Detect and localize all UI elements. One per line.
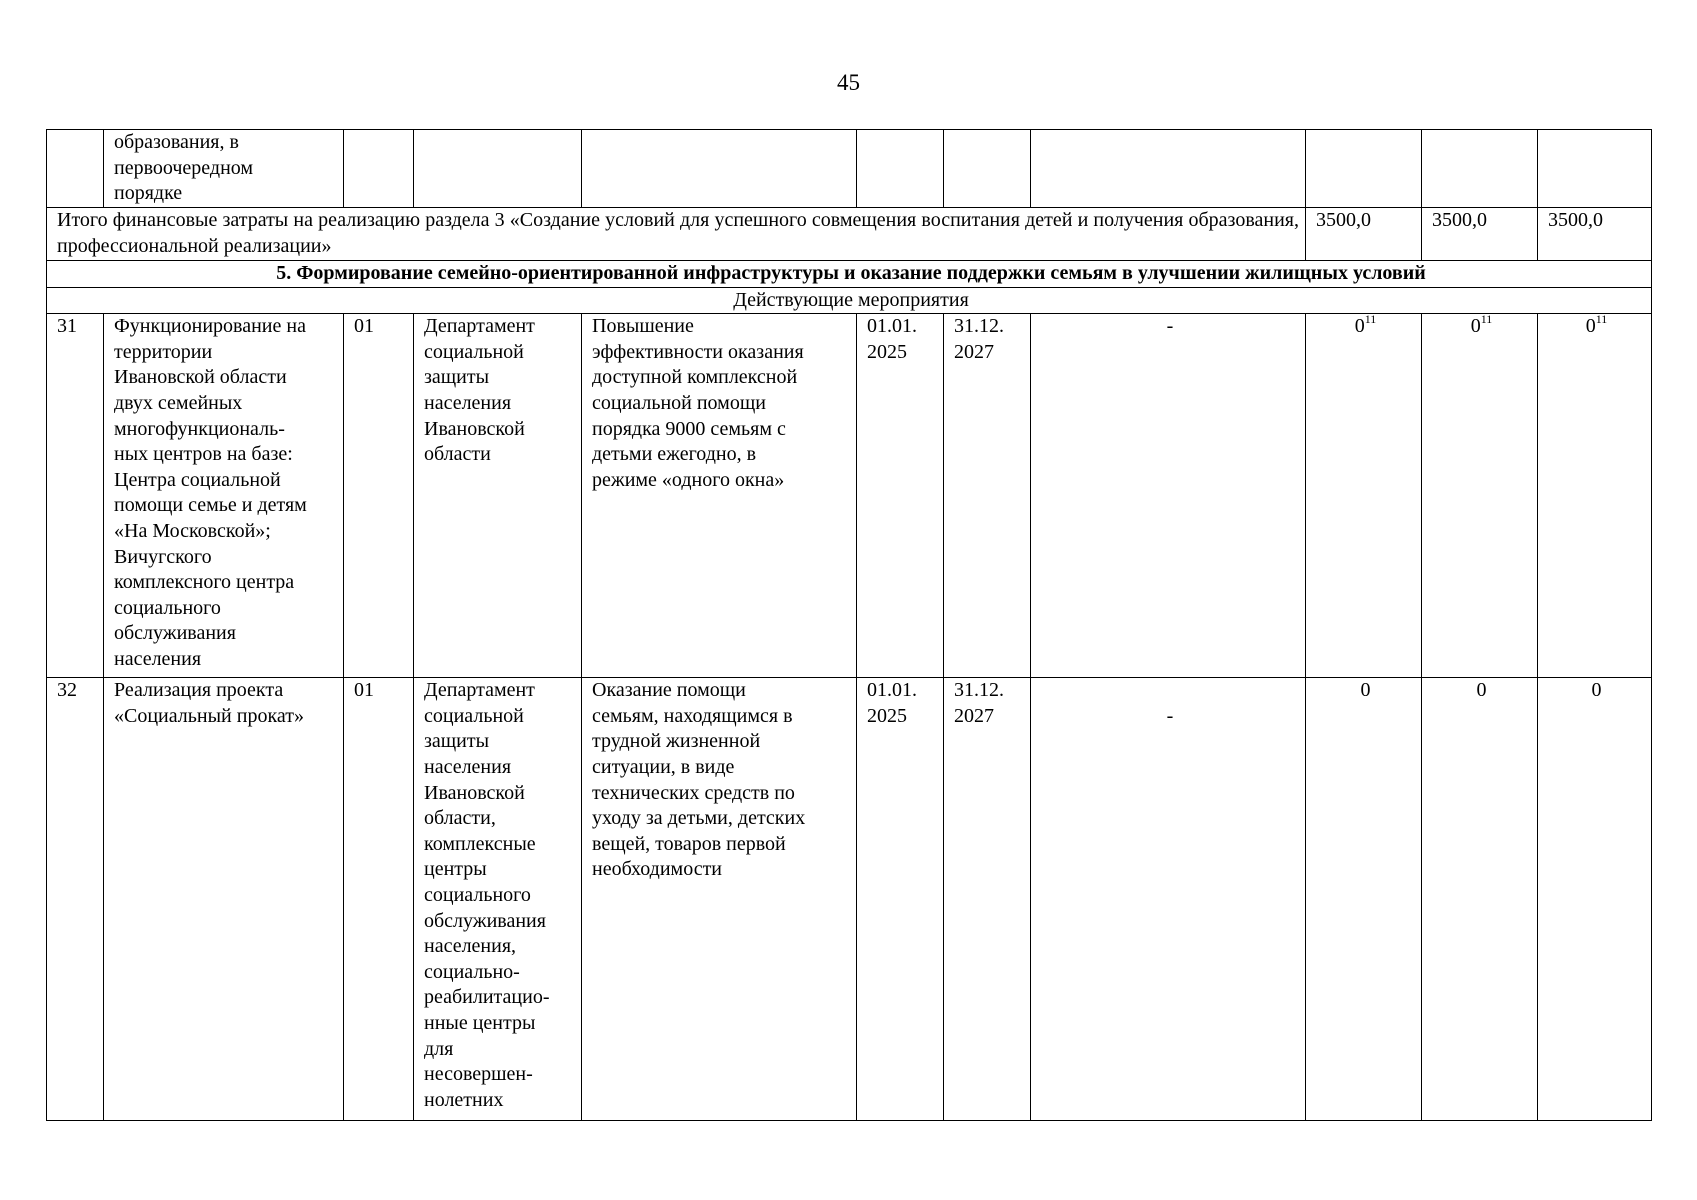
table-row [47, 314, 1652, 678]
measure-start: 01.01. 2025 [857, 314, 944, 678]
footnote-mark: 11 [1364, 312, 1377, 327]
measure-start: 01.01. 2025 [857, 678, 944, 1121]
continuation-row [47, 130, 1652, 208]
result-cell [582, 130, 857, 208]
measure-end: 31.12. 2027 [944, 678, 1031, 1121]
total-row [47, 208, 1652, 261]
value-2026: $0^{11}$ [1422, 314, 1538, 678]
measure-result: Повышение эффективности оказания доступной комплексной социальной помощи порядка 9000 семьям с детьми ежегодно, в режиме «одного окна» [582, 314, 857, 678]
value-cell [1422, 130, 1538, 208]
value-2025: 0 [1306, 678, 1422, 1121]
num-cell [47, 130, 104, 208]
name-cell: образования, в первоочередном порядке [104, 130, 344, 208]
measure-indicator: - [1031, 314, 1306, 678]
subheading-row [47, 287, 1652, 314]
section-subheading: Действующие мероприятия [47, 287, 1652, 314]
program-measures-table [46, 129, 1652, 1121]
total-value-2026: 3500,0 [1422, 208, 1538, 261]
footnote-mark: 11 [1480, 312, 1493, 327]
total-value-2027: 3500,0 [1538, 208, 1652, 261]
measure-result: Оказание помощи семьям, находящимся в трудной жизненной ситуации, в виде технических средств по уходу за детьми, детских вещей, товаров первой необходимости [582, 678, 857, 1121]
measure-end: 31.12. 2027 [944, 314, 1031, 678]
measure-code: 01 [344, 314, 414, 678]
row-number: 32 [47, 678, 104, 1121]
measure-code: 01 [344, 678, 414, 1121]
executor-cell [414, 130, 582, 208]
measure-executor: Департамент социальной защиты населения Ивановской области [414, 314, 582, 678]
value-cell [1306, 130, 1422, 208]
measure-executor: Департамент социальной защиты населения Ивановской области, комплексные центры социального обслуживания населения, социально- реабилитацио- нные центры для несовершен- нолетних [414, 678, 582, 1121]
total-value-2025: 3500,0 [1306, 208, 1422, 261]
table-row [47, 678, 1652, 1121]
measure-indicator: - [1031, 678, 1306, 1121]
section-title-row [47, 261, 1652, 288]
value-2027: $0^{11}$ [1538, 314, 1652, 678]
end-cell [944, 130, 1031, 208]
indicator-cell [1031, 130, 1306, 208]
value-2025: $0^{11}$ [1306, 314, 1422, 678]
value-2027: 0 [1538, 678, 1652, 1121]
value-2026: 0 [1422, 678, 1538, 1121]
footnote-mark: 11 [1595, 312, 1608, 327]
row-number: 31 [47, 314, 104, 678]
measure-name: Реализация проекта «Социальный прокат» [104, 678, 344, 1121]
section-title: 5. Формирование семейно-ориентированной инфраструктуры и оказание поддержки семьям в улучшении жилищных условий [47, 261, 1652, 288]
value-cell [1538, 130, 1652, 208]
code-cell [344, 130, 414, 208]
start-cell [857, 130, 944, 208]
page-number: 45 [837, 70, 860, 95]
total-label: Итого финансовые затраты на реализацию раздела 3 «Создание условий для успешного совмещения воспитания детей и получения образования, профессиональной реализации» [47, 208, 1306, 261]
measure-name: Функционирование на территории Ивановской области двух семейных многофункциональ- ных центров на базе: Центра социальной помощи семье и детям «На Московской»; Вичугского комплексного центра социального обслуживания населения [104, 314, 344, 678]
